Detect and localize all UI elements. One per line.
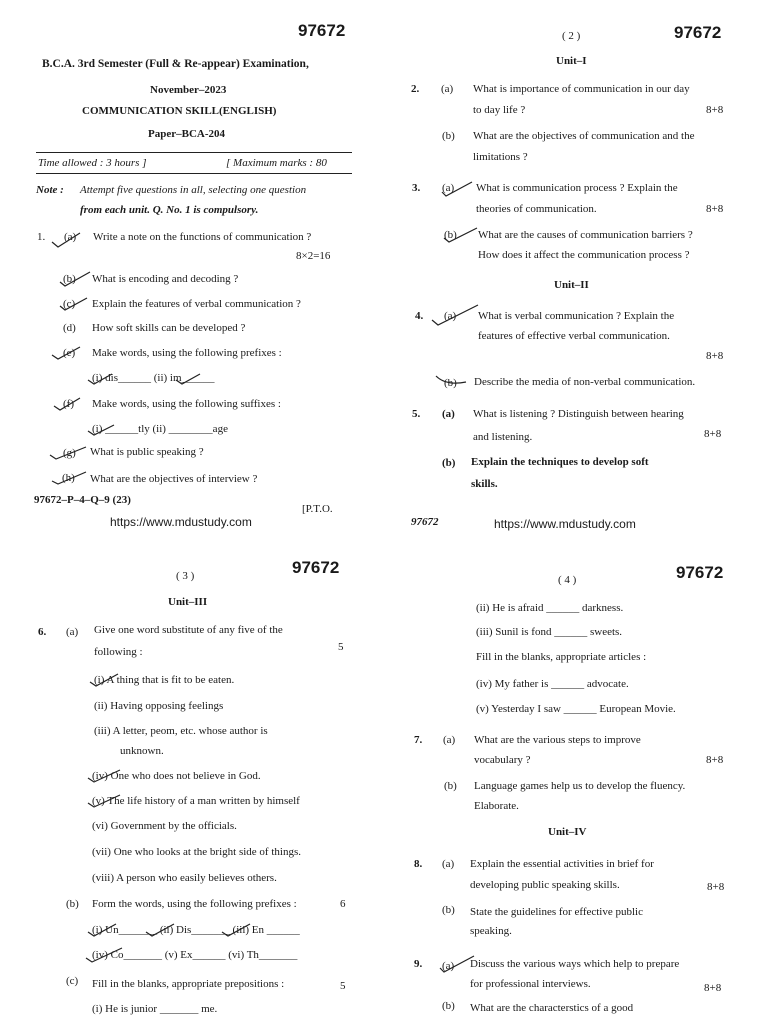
page-number: ( 4 ) bbox=[558, 574, 577, 586]
question-text: What are the various steps to improve bbox=[474, 734, 641, 746]
pen-marks bbox=[384, 512, 768, 1024]
part-label: (h) bbox=[62, 472, 75, 484]
question-text: vocabulary ? bbox=[474, 754, 531, 766]
part-label: (b) bbox=[442, 130, 455, 142]
check-mark bbox=[90, 674, 118, 686]
check-mark bbox=[176, 374, 200, 384]
unit-heading: Unit–III bbox=[168, 596, 208, 608]
paper-code: 97672 bbox=[298, 21, 346, 40]
marks: 8+8 bbox=[706, 350, 724, 362]
check-mark bbox=[88, 770, 120, 782]
website-url: https://www.mdustudy.com bbox=[494, 517, 636, 531]
question-text: What is communication process ? Explain the bbox=[476, 182, 678, 194]
marks: 8+8 bbox=[704, 428, 722, 440]
list-item: (vi) Government by the officials. bbox=[92, 820, 237, 832]
page-4 bbox=[384, 512, 768, 1024]
question-text: for professional interviews. bbox=[470, 978, 591, 990]
check-mark bbox=[50, 447, 86, 459]
question-number: 1. bbox=[37, 231, 46, 243]
question-text: What is encoding and decoding ? bbox=[92, 273, 239, 285]
list-item: (i) He is junior _______ me. bbox=[92, 1003, 218, 1015]
exam-title: B.C.A. 3rd Semester (Full & Re-appear) Examination, bbox=[42, 58, 309, 70]
part-label: (b) bbox=[444, 377, 457, 389]
part-label: (b) bbox=[444, 780, 457, 792]
part-label: (c) bbox=[66, 975, 79, 987]
question-text: to day life ? bbox=[473, 104, 526, 116]
footer-code: 97672 bbox=[411, 516, 439, 528]
check-mark bbox=[442, 182, 472, 196]
question-text: Form the words, using the following prefixes : bbox=[92, 898, 297, 910]
note-label: Note : bbox=[36, 184, 64, 196]
marks: 8+8 bbox=[706, 203, 724, 215]
part-label: (f) bbox=[63, 398, 74, 410]
question-text: Describe the media of non-verbal communication. bbox=[474, 376, 696, 388]
part-label: (a) bbox=[443, 734, 456, 746]
question-text: What is public speaking ? bbox=[90, 446, 204, 458]
question-text: speaking. bbox=[470, 925, 512, 937]
paper-number: Paper–BCA-204 bbox=[148, 128, 225, 140]
question-text: Explain the essential activities in brief for bbox=[470, 858, 654, 870]
check-mark bbox=[60, 272, 90, 286]
list-item: (iii) A letter, peom, etc. whose author is bbox=[94, 725, 268, 737]
check-mark bbox=[52, 472, 86, 484]
list-item: (viii) A person who easily believes others. bbox=[92, 872, 277, 884]
part-label: (e) bbox=[63, 347, 76, 359]
note-line: Attempt five questions in all, selecting one question bbox=[80, 184, 307, 196]
list-item: (ii) He is afraid ______ darkness. bbox=[476, 602, 624, 614]
check-mark bbox=[60, 298, 87, 310]
part-label: (g) bbox=[63, 447, 76, 459]
check-mark bbox=[88, 795, 120, 807]
question-text: What is verbal communication ? Explain the bbox=[478, 310, 675, 322]
question-number: 7. bbox=[414, 734, 423, 746]
question-text: Explain the techniques to develop soft bbox=[471, 456, 649, 468]
website-url: https://www.mdustudy.com bbox=[110, 515, 252, 529]
sub-items: (i) dis______ (ii) im______ bbox=[92, 372, 215, 384]
marks: 8×2=16 bbox=[296, 250, 331, 262]
question-text: developing public speaking skills. bbox=[470, 879, 620, 891]
check-mark bbox=[54, 398, 80, 410]
check-mark bbox=[88, 924, 116, 936]
question-number: 6. bbox=[38, 626, 47, 638]
check-mark bbox=[52, 233, 80, 247]
part-label: (a) bbox=[444, 310, 457, 322]
sub-items: (i) ______tly (ii) ________age bbox=[92, 423, 228, 435]
part-label: (a) bbox=[442, 858, 455, 870]
question-text: skills. bbox=[471, 478, 498, 490]
pen-stroke bbox=[436, 376, 466, 383]
question-text: features of effective verbal communication. bbox=[478, 330, 670, 342]
marks: 8+8 bbox=[706, 104, 724, 116]
part-label: (a) bbox=[442, 182, 455, 194]
maximum-marks: [ Maximum marks : 80 bbox=[226, 157, 327, 169]
question-text: What is importance of communication in our day bbox=[473, 83, 690, 95]
unit-heading: Unit–IV bbox=[548, 826, 587, 838]
check-mark bbox=[86, 948, 122, 962]
check-mark bbox=[52, 347, 80, 359]
page-3 bbox=[0, 512, 384, 1024]
question-text: What is listening ? Distinguish between hearing bbox=[473, 408, 684, 420]
part-label: (a) bbox=[66, 626, 79, 638]
part-label: (b) bbox=[442, 904, 455, 916]
unit-heading: Unit–I bbox=[556, 55, 587, 67]
question-text: Discuss the various ways which help to prepare bbox=[470, 958, 680, 970]
exam-session: November–2023 bbox=[150, 84, 227, 96]
question-text: Fill in the blanks, appropriate prepositions : bbox=[92, 978, 285, 990]
part-label: (a) bbox=[64, 231, 77, 243]
page-number: ( 3 ) bbox=[176, 570, 195, 582]
list-item: unknown. bbox=[120, 745, 164, 757]
question-text: What are the objectives of communication and the bbox=[473, 130, 695, 142]
part-label: (a) bbox=[442, 960, 455, 972]
subject-title: COMMUNICATION SKILL(ENGLISH) bbox=[82, 105, 277, 117]
question-text: Make words, using the following suffixes : bbox=[92, 398, 281, 410]
marks: 8+8 bbox=[704, 982, 722, 994]
sub-items: (i) Un_______ (ii) Dis_______ (iii) En ______ bbox=[92, 924, 300, 936]
list-item: (v) Yesterday I saw ______ European Movie. bbox=[476, 703, 676, 715]
marks: 8+8 bbox=[707, 881, 725, 893]
page-2 bbox=[384, 0, 768, 531]
part-label: (b) bbox=[444, 229, 457, 241]
question-text: following : bbox=[94, 646, 143, 658]
paper-code: 97672 bbox=[676, 563, 724, 582]
page-number: ( 2 ) bbox=[562, 30, 581, 42]
check-mark bbox=[222, 924, 250, 936]
page-1 bbox=[0, 0, 384, 529]
part-label: (b) bbox=[442, 1000, 455, 1012]
question-text: Give one word substitute of any five of the bbox=[94, 624, 283, 636]
part-label: (a) bbox=[441, 83, 454, 95]
question-text: What are the objectives of interview ? bbox=[90, 473, 258, 485]
part-label: (c) bbox=[63, 298, 76, 310]
question-number: 9. bbox=[414, 958, 423, 970]
question-text: Elaborate. bbox=[474, 800, 519, 812]
question-number: 3. bbox=[412, 182, 421, 194]
list-item: (iii) Sunil is fond ______ sweets. bbox=[476, 626, 623, 638]
list-item: (v) The life history of a man written by himself bbox=[92, 795, 300, 807]
unit-heading: Unit–II bbox=[554, 279, 589, 291]
marks: 8+8 bbox=[706, 754, 724, 766]
check-mark bbox=[432, 305, 478, 325]
part-label: (d) bbox=[63, 322, 76, 334]
question-text: Make words, using the following prefixes : bbox=[92, 347, 282, 359]
question-number: 8. bbox=[414, 858, 423, 870]
part-label: (b) bbox=[63, 273, 76, 285]
check-mark bbox=[88, 425, 114, 435]
paper-code: 97672 bbox=[674, 23, 722, 42]
footer-code: 97672–P–4–Q–9 (23) bbox=[34, 494, 131, 506]
pto-mark: [P.T.O. bbox=[302, 503, 333, 515]
question-number: 5. bbox=[412, 408, 421, 420]
part-label: (b) bbox=[442, 457, 456, 469]
instruction-text: Fill in the blanks, appropriate articles : bbox=[476, 651, 647, 663]
note-line: from each unit. Q. No. 1 is compulsory. bbox=[80, 204, 259, 216]
list-item: (iv) One who does not believe in God. bbox=[92, 770, 261, 782]
question-text: How soft skills can be developed ? bbox=[92, 322, 246, 334]
question-text: Language games help us to develop the fluency. bbox=[474, 780, 686, 792]
check-mark bbox=[146, 924, 174, 936]
question-number: 4. bbox=[415, 310, 424, 322]
list-item: (iv) My father is ______ advocate. bbox=[476, 678, 629, 690]
question-number: 2. bbox=[411, 83, 420, 95]
question-text: Explain the features of verbal communication ? bbox=[92, 298, 301, 310]
question-text: theories of communication. bbox=[476, 203, 597, 215]
list-item: (vii) One who looks at the bright side of things. bbox=[92, 846, 301, 858]
part-label: (b) bbox=[66, 898, 79, 910]
question-text: and listening. bbox=[473, 431, 533, 443]
sub-items: (iv) Co_______ (v) Ex______ (vi) Th_______ bbox=[92, 949, 298, 961]
check-mark bbox=[444, 228, 477, 242]
marks: 5 bbox=[338, 641, 344, 653]
question-text: What are the causes of communication barriers ? bbox=[478, 229, 693, 241]
question-text: How does it affect the communication process ? bbox=[478, 249, 690, 261]
pen-marks bbox=[384, 0, 768, 512]
question-text: State the guidelines for effective public bbox=[470, 906, 643, 918]
question-text: What are the characterstics of a good bbox=[470, 1002, 634, 1014]
marks: 5 bbox=[340, 980, 346, 992]
question-text: limitations ? bbox=[473, 151, 528, 163]
part-label: (a) bbox=[442, 408, 455, 420]
check-mark bbox=[88, 374, 112, 384]
paper-code: 97672 bbox=[292, 558, 340, 577]
time-allowed: Time allowed : 3 hours ] bbox=[38, 157, 147, 169]
pen-marks bbox=[0, 0, 384, 512]
list-item: (ii) Having opposing feelings bbox=[94, 700, 224, 712]
pen-marks bbox=[0, 512, 384, 1024]
question-text: Write a note on the functions of communication ? bbox=[93, 231, 312, 243]
marks: 6 bbox=[340, 898, 346, 910]
check-mark bbox=[440, 956, 474, 972]
list-item: (i) A thing that is fit to be eaten. bbox=[94, 674, 235, 686]
